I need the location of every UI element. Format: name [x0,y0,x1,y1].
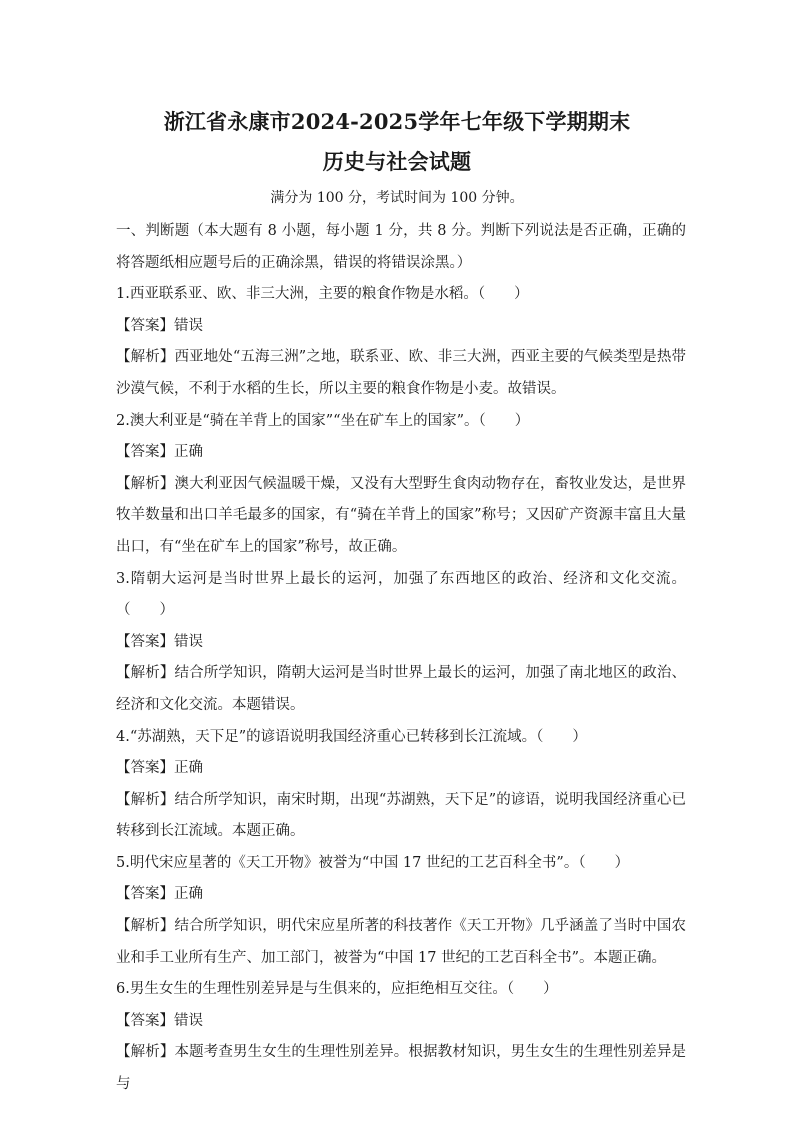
question-stem: 4.“苏湖熟，天下足”的谚语说明我国经济重心已转移到长江流域。（ ） [116,728,587,745]
answer-value: 错误 [174,633,203,650]
answer-line [116,1006,686,1038]
analysis-tag: 【解析】 [116,918,175,935]
answer-line [116,437,686,469]
analysis-text: 本题考查男生女生的生理性别差异。根据教材知识，男生女生的生理性别差异是与 [116,1044,687,1093]
answer-value: 正确 [174,444,203,461]
answer-value: 正确 [174,760,203,777]
analysis-tag: 【解析】 [116,665,175,682]
answer-value: 错误 [174,317,203,334]
analysis-text: 西亚地处“五海三洲”之地，联系亚、欧、非三大洲，西亚主要的气候类型是热带沙漠气候，不利于水稻的生长，所以主要的粮食作物是小麦。故错误。 [116,349,687,397]
question-stem: 6.男生女生的生理性别差异是与生俱来的，应拒绝相互交往。（ ） [116,981,558,998]
analysis-text: 结合所学知识，隋朝大运河是当时世界上最长的运河，加强了南北地区的政治、经济和文化交流。本题错误。 [116,665,687,713]
answer-tag: 【答案】 [116,317,174,334]
answer-line [116,879,686,911]
answer-line [116,753,686,785]
answer-value: 正确 [174,886,203,903]
document-body [116,216,686,1101]
document-title: 浙江省永康市2024-2025学年七年级下学期期末 [163,109,631,134]
exam-info: 满分为 100 分，考试时间为 100 分钟。 [270,190,524,206]
analysis-tag: 【解析】 [116,475,175,492]
analysis-line [116,469,686,564]
answer-tag: 【答案】 [116,886,174,903]
answer-value: 错误 [174,1012,203,1029]
question-stem: 5.明代宋应星著的《天工开物》被誉为“中国 17 世纪的工艺百科全书”。（ ） [116,854,630,871]
answer-line [116,627,686,659]
analysis-tag: 【解析】 [116,349,175,366]
question-stem: 2.澳大利亚是“骑在羊背上的国家”“坐在矿车上的国家”。（ ） [116,412,530,429]
answer-tag: 【答案】 [116,633,174,650]
analysis-line [116,342,686,405]
analysis-text: 澳大利亚因气候温暖干燥，又没有大型野生食肉动物存在，畜牧业发达，是世界牧羊数量和出口羊毛最多的国家，有“骑在羊背上的国家”称号；又因矿产资源丰富且大量出口，有“坐在矿车上的国家”称号，故正确。 [116,475,687,555]
section-heading: 一、判断题（本大题有 8 小题，每小题 1 分，共 8 分。判断下列说法是否正确，正确的将答题纸相应题号后的正确涂黑，错误的将错误涂黑。） [116,223,686,271]
analysis-line [116,785,686,848]
analysis-line [116,1037,686,1100]
answer-tag: 【答案】 [116,760,174,777]
answer-tag: 【答案】 [116,444,174,461]
analysis-text: 结合所学知识，南宋时期，出现“苏湖熟，天下足”的谚语，说明我国经济重心已转移到长江流域。本题正确。 [116,791,687,840]
analysis-tag: 【解析】 [116,791,175,808]
answer-line [116,311,686,343]
analysis-tag: 【解析】 [116,1044,175,1061]
question-stem: 1.西亚联系亚、欧、非三大洲，主要的粮食作物是水稻。（ ） [116,286,529,303]
analysis-line [116,911,686,974]
analysis-text: 结合所学知识，明代宋应星所著的科技著作《天工开物》几乎涵盖了当时中国农业和手工业所有生产、加工部门，被誉为“中国 17 世纪的工艺百科全书”。本题正确。 [116,918,687,966]
analysis-line [116,658,686,721]
question-stem: 3.隋朝大运河是当时世界上最长的运河，加强了东西地区的政治、经济和文化交流。（ ） [116,570,686,619]
answer-tag: 【答案】 [116,1012,174,1029]
document-subtitle-title: 历史与社会试题 [322,149,472,174]
